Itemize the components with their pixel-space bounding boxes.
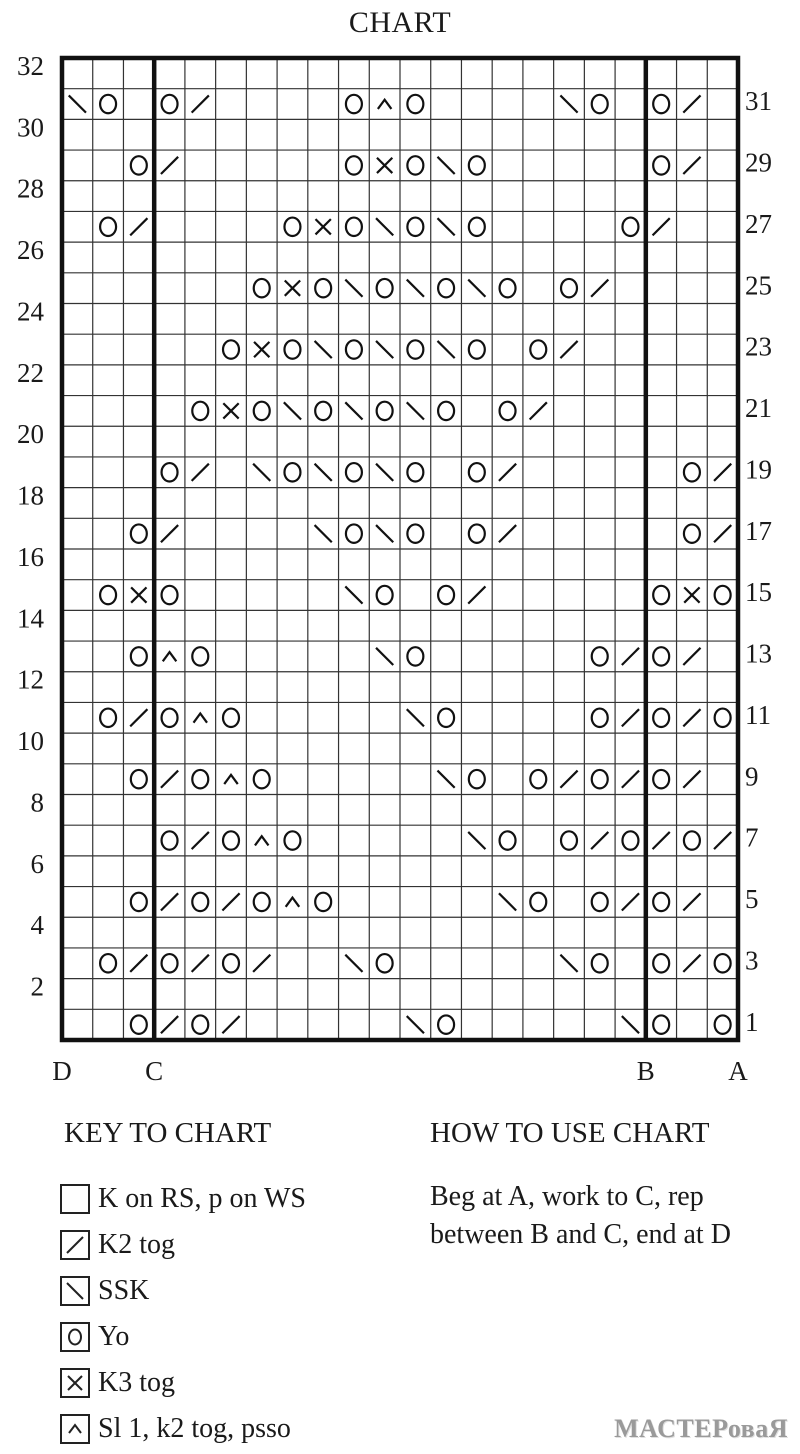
row-label-26: 26	[17, 235, 44, 266]
row-label-18: 18	[17, 480, 44, 511]
key-item-ssk	[60, 1268, 306, 1314]
row-label-9: 9	[745, 761, 759, 792]
row-label-16: 16	[17, 541, 44, 572]
k2tog-icon	[60, 1230, 90, 1260]
row-label-2: 2	[30, 971, 44, 1002]
row-label-6: 6	[30, 848, 44, 879]
row-label-8: 8	[30, 787, 44, 818]
row-label-1: 1	[745, 1006, 759, 1037]
row-label-28: 28	[17, 173, 44, 204]
row-label-24: 24	[17, 296, 44, 327]
row-label-12: 12	[17, 664, 44, 695]
row-label-5: 5	[745, 884, 759, 915]
chart-grid	[62, 58, 738, 1040]
row-label-19: 19	[745, 454, 772, 485]
how-to-use-line-2: between B and C, end at D	[430, 1219, 731, 1250]
row-label-17: 17	[745, 515, 772, 546]
key-list	[60, 1176, 306, 1452]
row-label-30: 30	[17, 112, 44, 143]
how-to-use-line-1: Beg at A, work to C, rep	[430, 1181, 704, 1212]
chart-title: CHART	[348, 6, 452, 39]
column-marker-b: B	[636, 1056, 655, 1086]
row-label-21: 21	[745, 393, 772, 424]
blank-square-icon	[60, 1184, 90, 1214]
row-label-31: 31	[745, 86, 772, 117]
row-label-15: 15	[745, 577, 772, 608]
ssk-icon	[60, 1276, 90, 1306]
row-label-32: 32	[17, 50, 44, 81]
row-label-10: 10	[17, 726, 44, 757]
row-label-14: 14	[17, 603, 44, 634]
key-label-k3tog: K3 tog	[98, 1367, 175, 1398]
key-label-ssk: SSK	[98, 1275, 150, 1306]
key-label-yo: Yo	[98, 1321, 130, 1352]
k3tog-icon	[60, 1368, 90, 1398]
how-to-use-heading: HOW TO USE CHART	[430, 1117, 710, 1149]
row-label-25: 25	[745, 270, 772, 301]
key-item-yo	[60, 1314, 306, 1360]
watermark: МАСТЕРоваЯ	[614, 1414, 788, 1443]
key-label-k2tog: K2 tog	[98, 1229, 175, 1260]
row-label-22: 22	[17, 357, 44, 388]
sk2p-icon	[60, 1414, 90, 1444]
column-marker-a: A	[728, 1056, 748, 1086]
key-label-blank: K on RS, p on WS	[98, 1183, 306, 1214]
row-label-4: 4	[30, 910, 44, 941]
column-marker-c: C	[145, 1056, 164, 1086]
row-label-29: 29	[745, 147, 772, 178]
row-label-23: 23	[745, 331, 772, 362]
key-label-sk2p: Sl 1, k2 tog, psso	[98, 1413, 291, 1444]
key-item-blank	[60, 1176, 306, 1222]
yarn-over-icon	[60, 1322, 90, 1352]
row-label-7: 7	[745, 822, 759, 853]
key-item-k2tog	[60, 1222, 306, 1268]
key-heading: KEY TO CHART	[64, 1117, 272, 1149]
key-item-sk2p	[60, 1406, 306, 1452]
row-label-13: 13	[745, 638, 772, 669]
row-label-11: 11	[745, 699, 771, 730]
how-to-use-text	[430, 1178, 731, 1254]
key-item-k3tog	[60, 1360, 306, 1406]
row-label-3: 3	[745, 945, 759, 976]
column-marker-d: D	[52, 1056, 72, 1086]
row-label-20: 20	[17, 419, 44, 450]
row-label-27: 27	[745, 208, 772, 239]
